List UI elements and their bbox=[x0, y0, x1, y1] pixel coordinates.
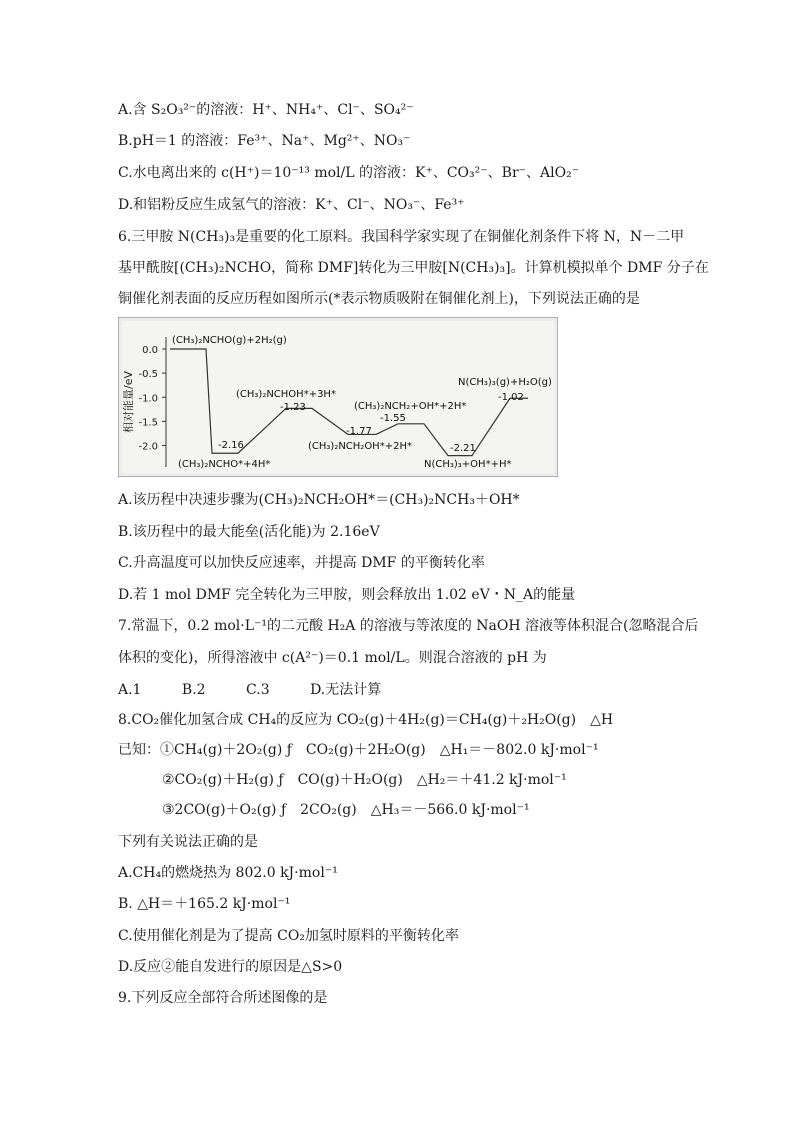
q6-option-d: D.若 1 mol DMF 完全转化为三甲胺，则会释放出 1.02 eV・N_A的能量 bbox=[118, 587, 576, 603]
q8-stem: 8.CO₂催化加氢合成 CH₄的反应为 CO₂(g)＋4H₂(g)＝CH₄(g)＋₂H₂O(g) △H bbox=[118, 712, 614, 728]
q5-option-c: C.水电离出来的 c(H⁺)＝10⁻¹³ mol/L 的溶液：K⁺、CO₃²⁻、Br⁻、AlO₂⁻ bbox=[118, 165, 580, 181]
q7-option-d: D.无法计算 bbox=[310, 682, 382, 698]
q8-option-d: D.反应②能自发进行的原因是△S>0 bbox=[118, 959, 343, 975]
state-label: N(CH₃)₃(g)+H₂O(g) bbox=[458, 377, 552, 388]
q7-option-a: A.1 bbox=[118, 682, 142, 698]
q8-eq2: ②CO₂(g)＋H₂(g) ƒ CO(g)＋H₂O(g) △H₂＝＋41.2 kJ·mol⁻¹ bbox=[162, 772, 567, 788]
q6-stem-line-3: 铜催化剂表面的反应历程如图所示(*表示物质吸附在铜催化剂上)，下列说法正确的是 bbox=[118, 291, 640, 307]
q8-question: 下列有关说法正确的是 bbox=[118, 834, 258, 850]
energy-value-label: -2.16 bbox=[218, 440, 244, 451]
energy-value-label: -1.02 bbox=[498, 392, 524, 403]
y-tick-label: -0.5 bbox=[138, 369, 158, 381]
y-tick-label: 0.0 bbox=[142, 345, 158, 356]
q6-option-b: B.该历程中的最大能垒(活化能)为 2.16eV bbox=[118, 524, 380, 540]
q5-option-a: A.含 S₂O₃²⁻的溶液：H⁺、NH₄⁺、Cl⁻、SO₄²⁻ bbox=[118, 102, 414, 118]
y-axis-label: 相对能量/eV bbox=[122, 371, 135, 433]
q9-stem: 9.下列反应全部符合所述图像的是 bbox=[118, 990, 328, 1006]
q6-option-c: C.升高温度可以加快反应速率，并提高 DMF 的平衡转化率 bbox=[118, 555, 485, 571]
q8-known-eq1: 已知：①CH₄(g)＋2O₂(g) ƒ CO₂(g)＋2H₂O(g) △H₁＝－802.0 kJ·mol⁻¹ bbox=[118, 742, 599, 758]
state-label: (CH₃)₂NCH₂OH*+2H* bbox=[308, 441, 412, 452]
energy-value-label: -1.23 bbox=[280, 402, 306, 413]
q7-option-c: C.3 bbox=[246, 682, 270, 698]
q6-option-a: A.该历程中决速步骤为(CH₃)₂NCH₂OH*＝(CH₃)₂NCH₃＋OH* bbox=[118, 492, 520, 508]
energy-value-label: -1.77 bbox=[346, 426, 372, 437]
q6-stem-line-2: 基甲酰胺[(CH₃)₂NCHO，简称 DMF]转化为三甲胺[N(CH₃)₃]。计算机模拟单个 DMF 分子在 bbox=[118, 260, 709, 276]
q7-stem-line-1: 7.常温下，0.2 mol·L⁻¹的二元酸 H₂A 的溶液与等浓度的 NaOH 溶液等体积混合(忽略混合后 bbox=[118, 618, 699, 634]
state-label: N(CH₃)₃+OH*+H* bbox=[424, 459, 512, 470]
q7-options bbox=[118, 683, 417, 697]
energy-profile-figure bbox=[118, 317, 558, 477]
q7-stem-line-2: 体积的变化)，所得溶液中 c(A²⁻)＝0.1 mol/L。则混合溶液的 pH 为 bbox=[118, 650, 547, 666]
state-label: (CH₃)₂NCHO*+4H* bbox=[178, 459, 271, 470]
y-tick-label: -1.0 bbox=[138, 393, 158, 405]
energy-value-label: -1.55 bbox=[380, 413, 406, 424]
q5-option-d: D.和铝粉反应生成氢气的溶液：K⁺、Cl⁻、NO₃⁻、Fe³⁺ bbox=[118, 197, 465, 213]
q7-option-b: B.2 bbox=[181, 682, 206, 698]
y-tick-label: -2.0 bbox=[138, 441, 158, 453]
q8-eq3: ③2CO(g)＋O₂(g) ƒ 2CO₂(g) △H₃＝－566.0 kJ·mol⁻¹ bbox=[162, 802, 530, 818]
energy-profile-chart bbox=[118, 317, 558, 477]
state-label: (CH₃)₂NCHOH*+3H* bbox=[236, 389, 336, 400]
q8-option-a: A.CH₄的燃烧热为 802.0 kJ·mol⁻¹ bbox=[118, 865, 338, 881]
y-tick-label: -1.5 bbox=[138, 417, 158, 429]
state-label: (CH₃)₂NCH₂+OH*+2H* bbox=[354, 401, 467, 412]
q5-option-b: B.pH＝1 的溶液：Fe³⁺、Na⁺、Mg²⁺、NO₃⁻ bbox=[118, 133, 411, 149]
q8-option-c: C.使用催化剂是为了提高 CO₂加氢时原料的平衡转化率 bbox=[118, 928, 459, 944]
energy-value-label: -2.21 bbox=[450, 443, 476, 454]
state-label: (CH₃)₂NCHO(g)+2H₂(g) bbox=[172, 335, 287, 346]
q6-stem-line-1: 6.三甲胺 N(CH₃)₃是重要的化工原料。我国科学家实现了在铜催化剂条件下将 N，N－二甲 bbox=[118, 229, 685, 245]
q8-option-b: B. △H＝＋165.2 kJ·mol⁻¹ bbox=[118, 896, 291, 912]
